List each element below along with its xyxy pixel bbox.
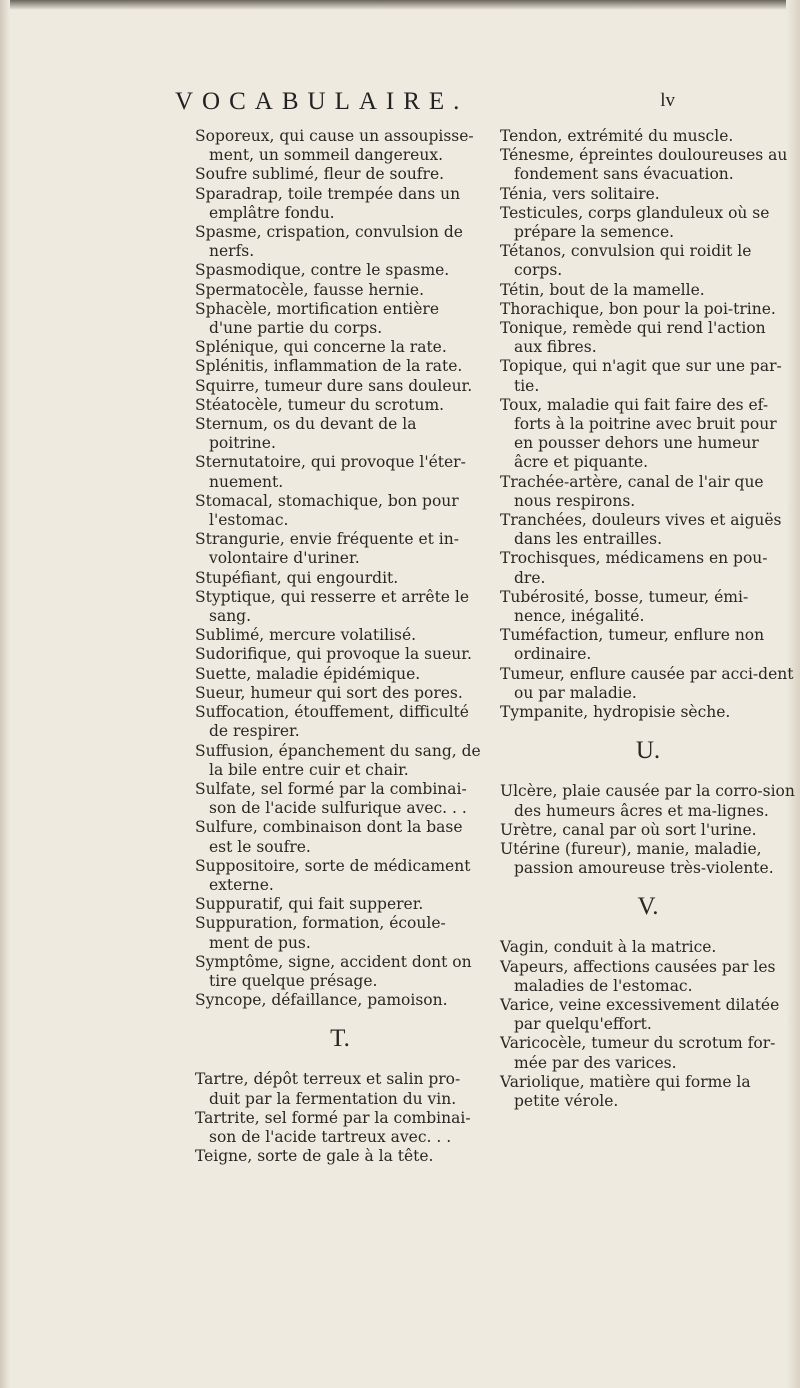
glossary-entry: Trachée-artère, canal de l'air que nous respirons.: [500, 472, 764, 510]
glossary-entry: Sternutatoire, qui provoque l'éter-nuement.: [195, 453, 466, 491]
glossary-entry: Syncope, défaillance, pamoison.: [195, 991, 448, 1010]
glossary-entry: Topique, qui n'agit que sur une par-tie.: [500, 357, 782, 395]
entries-t-group-right: [500, 127, 796, 722]
glossary-entry: Tétanos, convulsion qui roidit le corps.: [500, 242, 752, 280]
glossary-entry: Testicules, corps glanduleux où se prépare la semence.: [500, 203, 770, 242]
glossary-entry: Styptique, qui resserre et arrête le sang.: [195, 587, 470, 626]
glossary-entry: Symptôme, signe, accident dont on tire quelque présage.: [195, 952, 472, 990]
entries-v-group: [500, 938, 796, 1111]
entries-s-group: [195, 127, 485, 1010]
glossary-entry: Tartre, dépôt terreux et salin pro-duit par la fermentation du vin.: [195, 1070, 461, 1108]
glossary-entry: Toux, maladie qui fait faire des ef-forts à la poitrine avec bruit pour en pousser dehors une humeur âcre et piquante.: [500, 395, 777, 472]
glossary-entry: Sparadrap, toile trempée dans un emplâtre fondu.: [195, 184, 461, 222]
glossary-entry: Variolique, matière qui forme la petite vérole.: [500, 1072, 751, 1110]
section-letter-t: T.: [330, 1025, 350, 1053]
glossary-entry: Utérine (fureur), manie, maladie, passion amoureuse très-violente.: [500, 839, 774, 878]
glossary-entry: Varicocèle, tumeur du scrotum for-mée par des varices.: [500, 1034, 776, 1072]
running-title: VOCABULAIRE.: [175, 88, 469, 115]
page-number: lv: [660, 90, 675, 111]
glossary-entry: Sternum, os du devant de la poitrine.: [195, 415, 417, 453]
glossary-entry: Tumeur, enflure causée par acci-dent ou par maladie.: [500, 664, 794, 702]
glossary-entry: Suppuration, formation, écoule-ment de pus.: [195, 914, 446, 952]
page-header: [175, 88, 675, 122]
right-column: [500, 127, 796, 1111]
glossary-entry: Vapeurs, affections causées par les maladies de l'estomac.: [500, 957, 776, 995]
glossary-entry: Suffocation, étouffement, difficulté de respirer.: [195, 703, 469, 741]
glossary-entry: Trochisques, médicamens en pou-dre.: [500, 549, 768, 587]
glossary-entry: Strangurie, envie fréquente et in-volontaire d'uriner.: [195, 530, 459, 568]
glossary-entry: Sulfate, sel formé par la combinai-son de l'acide sulfurique avec. . .: [195, 779, 467, 818]
glossary-entry: Spasmodique, contre le spasme.: [195, 261, 450, 280]
glossary-entry: Stéatocèle, tumeur du scrotum.: [195, 395, 445, 414]
glossary-entry: Splénitis, inflammation de la rate.: [195, 357, 463, 376]
glossary-entry: Varice, veine excessivement dilatée par quelqu'effort.: [500, 995, 780, 1034]
glossary-entry: Sphacèle, mortification entière d'une partie du corps.: [195, 299, 440, 338]
glossary-entry: Tendon, extrémité du muscle.: [500, 127, 734, 145]
section-letter-u: U.: [635, 737, 661, 765]
glossary-entry: Suette, maladie épidémique.: [195, 664, 421, 683]
glossary-entry: Stupéfiant, qui engourdit.: [195, 568, 399, 587]
glossary-entry: Tartrite, sel formé par la combinai-son de l'acide tartreux avec. . .: [195, 1108, 471, 1146]
glossary-entry: Sublimé, mercure volatilisé.: [195, 626, 417, 645]
glossary-entry: Suffusion, épanchement du sang, de la bile entre cuir et chair.: [195, 741, 481, 779]
glossary-entry: Spasme, crispation, convulsion de nerfs.: [195, 223, 463, 261]
glossary-entry: Suppositoire, sorte de médicament externe.: [195, 856, 471, 894]
glossary-entry: Tétin, bout de la mamelle.: [500, 280, 705, 299]
glossary-entry: Tympanite, hydropisie sèche.: [500, 703, 731, 722]
glossary-entry: Vagin, conduit à la matrice.: [500, 938, 717, 957]
glossary-entry: Tuméfaction, tumeur, enflure non ordinaire.: [500, 626, 765, 664]
glossary-entry: Squirre, tumeur dure sans douleur.: [195, 376, 473, 395]
glossary-entry: Suppuratif, qui fait supperer.: [195, 895, 424, 914]
page-left-edge: [0, 0, 10, 1388]
glossary-entry: Stomacal, stomachique, bon pour l'estomac.: [195, 491, 459, 530]
entries-t-group-left: [195, 1070, 485, 1166]
glossary-entry: Urètre, canal par où sort l'urine.: [500, 820, 757, 839]
glossary-entry: Sueur, humeur qui sort des pores.: [195, 683, 463, 702]
glossary-entry: Teigne, sorte de gale à la tête.: [195, 1147, 434, 1166]
glossary-entry: Ténesme, épreintes douloureuses au fondement sans évacuation.: [500, 146, 788, 184]
glossary-entry: Ulcère, plaie causée par la corro-sion des humeurs âcres et ma-lignes.: [500, 782, 795, 820]
glossary-entry: Sulfure, combinaison dont la base est le soufre.: [195, 818, 463, 856]
glossary-entry: Tonique, remède qui rend l'action aux fibres.: [500, 319, 766, 357]
glossary-entry: Ténia, vers solitaire.: [500, 184, 660, 203]
glossary-entry: Thorachique, bon pour la poi-trine.: [500, 299, 776, 318]
entries-u-group: [500, 782, 796, 878]
glossary-entry: Tubérosité, bosse, tumeur, émi-nence, inégalité.: [500, 587, 749, 626]
page-top-shadow: [0, 0, 800, 10]
glossary-entry: Spermatocèle, fausse hernie.: [195, 280, 425, 299]
section-letter-v: V.: [637, 893, 659, 921]
glossary-entry: Soporeux, qui cause un assoupisse-ment, un sommeil dangereux.: [195, 127, 474, 165]
left-column: [195, 127, 485, 1166]
glossary-entry: Tranchées, douleurs vives et aiguës dans les entrailles.: [500, 511, 782, 549]
glossary-entry: Splénique, qui concerne la rate.: [195, 338, 447, 357]
glossary-entry: Soufre sublimé, fleur de soufre.: [195, 165, 445, 184]
glossary-entry: Sudorifique, qui provoque la sueur.: [195, 645, 472, 664]
